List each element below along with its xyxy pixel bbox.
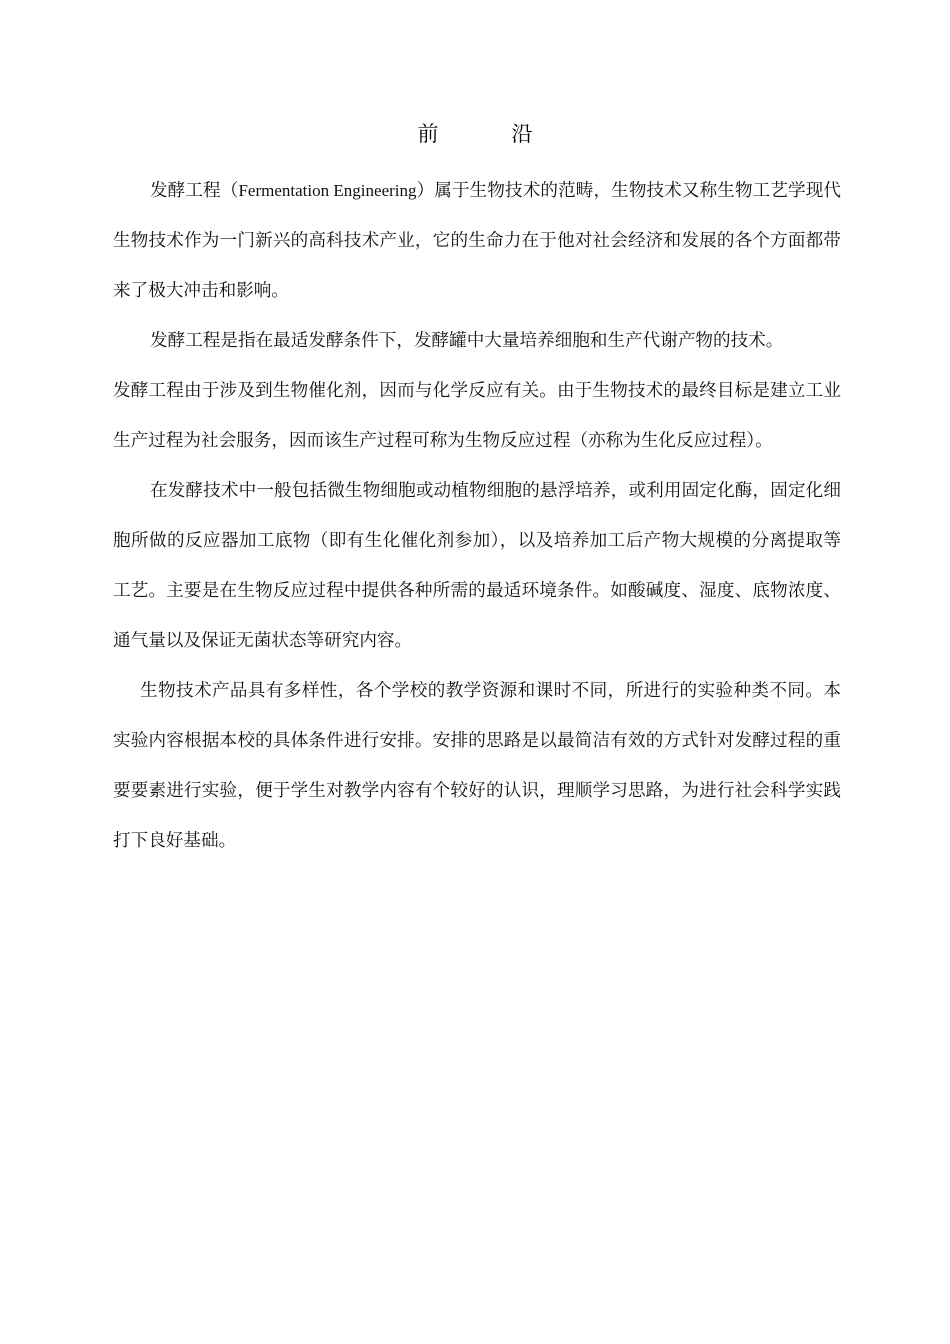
paragraph-intro-after: ）属于生物技术的范畴，生物技术又称生物工艺学现代生物技术作为一门新兴的高科技术产业，它的生命力在于他对社会经济和发展的各个方面都带来了极大冲击和影响。 bbox=[113, 181, 841, 301]
paragraph-intro bbox=[113, 166, 841, 316]
paragraph-bioreaction: 发酵工程由于涉及到生物催化剂，因而与化学反应有关。由于生物技术的最终目标是建立工业生产过程为社会服务，因而该生产过程可称为生物反应过程（亦称为生化反应过程）。 bbox=[113, 381, 841, 451]
page-title: 前 沿 bbox=[417, 122, 559, 146]
paragraph-intro-english-term: Fermentation Engineering bbox=[238, 181, 417, 200]
paragraph-intro-before: 发酵工程（ bbox=[150, 181, 239, 201]
paragraph-course-arrangement: 生物技术产品具有多样性，各个学校的教学资源和课时不同，所进行的实验种类不同。本实验内容根据本校的具体条件进行安排。安排的思路是以最简洁有效的方式针对发酵过程的重要要素进行实验，便于学生对教学内容有个较好的认识，理顺学习思路，为进行社会科学实践打下良好基础。 bbox=[113, 681, 841, 851]
paragraph-techniques: 在发酵技术中一般包括微生物细胞或动植物细胞的悬浮培养，或利用固定化酶，固定化细胞所做的反应器加工底物（即有生化催化剂参加），以及培养加工后产物大规模的分离提取等工艺。主要是在生物反应过程中提供各种所需的最适环境条件。如酸碱度、湿度、底物浓度、通气量以及保证无菌状态等研究内容。 bbox=[113, 481, 841, 651]
paragraph-definition: 发酵工程是指在最适发酵条件下，发酵罐中大量培养细胞和生产代谢产物的技术。 bbox=[150, 331, 784, 351]
document-body bbox=[113, 166, 841, 866]
